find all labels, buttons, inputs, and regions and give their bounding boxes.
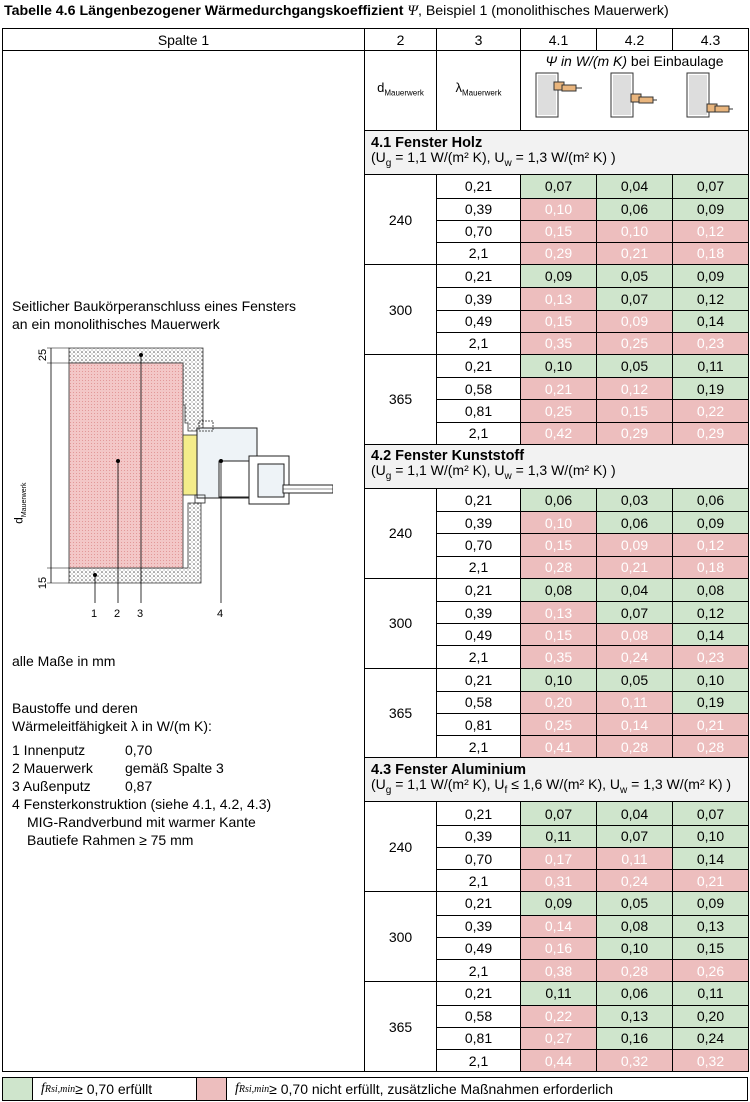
psi-value-cell: 0,38	[521, 960, 597, 982]
psi-value-cell: 0,24	[597, 646, 673, 668]
title-psi-symbol: Ψ	[407, 3, 418, 19]
lambda-cell: 0,39	[437, 602, 521, 624]
wall-thickness-cell: 240	[365, 175, 437, 265]
description-line-2: an ein monolithisches Mauerwerk	[12, 316, 220, 333]
lambda-cell: 0,39	[437, 512, 521, 534]
subheader-lambda	[437, 51, 521, 131]
psi-value-cell: 0,29	[521, 242, 597, 264]
psi-value-cell: 0,16	[597, 1027, 673, 1049]
psi-value-cell: 0,29	[673, 422, 749, 444]
psi-value-cell: 0,15	[521, 310, 597, 332]
psi-value-cell: 0,32	[597, 1050, 673, 1072]
psi-value-cell: 0,07	[597, 288, 673, 310]
psi-value-cell: 0,06	[597, 512, 673, 534]
lambda-cell: 0,21	[437, 488, 521, 511]
wall-thickness-cell: 365	[365, 982, 437, 1072]
psi-value-cell: 0,13	[521, 602, 597, 624]
psi-value-cell: 0,12	[673, 602, 749, 624]
mounting-position-icon-2	[609, 72, 659, 118]
psi-value-cell: 0,11	[597, 691, 673, 713]
psi-value-cell: 0,09	[521, 265, 597, 288]
psi-value-cell: 0,10	[597, 220, 673, 242]
psi-value-cell: 0,07	[521, 802, 597, 825]
psi-value-cell: 0,28	[673, 736, 749, 758]
legend-bad-swatch	[197, 1078, 227, 1100]
psi-value-cell: 0,03	[597, 488, 673, 511]
lambda-cell: 0,39	[437, 915, 521, 937]
marker-1: 1	[91, 608, 98, 621]
psi-value-cell: 0,14	[597, 714, 673, 736]
subheader-psi	[521, 51, 749, 131]
psi-value-cell: 0,19	[673, 378, 749, 400]
legend-bad-symbol-sub: Rsi,min	[238, 1083, 270, 1095]
lambda-cell: 2,1	[437, 646, 521, 668]
psi-value-cell: 0,20	[521, 691, 597, 713]
psi-value-cell: 0,10	[597, 937, 673, 959]
header-spalte-1: Spalte 1	[3, 29, 365, 51]
header-col-4-1: 4.1	[521, 29, 597, 51]
lambda-cell: 0,58	[437, 378, 521, 400]
material-3-value: 0,87	[125, 778, 153, 795]
subheader-d-sub: Mauerwerk	[384, 88, 424, 98]
psi-value-cell: 0,23	[673, 646, 749, 668]
wall-thickness-cell: 365	[365, 668, 437, 758]
psi-value-cell: 0,09	[673, 265, 749, 288]
psi-value-cell: 0,14	[673, 847, 749, 869]
section-header	[365, 444, 749, 488]
psi-value-cell: 0,09	[673, 512, 749, 534]
lambda-cell: 2,1	[437, 736, 521, 758]
description-line-1: Seitlicher Baukörperanschluss eines Fensters	[12, 298, 297, 315]
psi-value-cell: 0,10	[521, 668, 597, 691]
table-title	[4, 2, 669, 20]
subheader-psi-label: Ψ in W/(m K)	[545, 53, 628, 70]
lambda-cell: 0,21	[437, 892, 521, 915]
mounting-position-icon-1	[534, 72, 584, 118]
psi-value-cell: 0,11	[673, 982, 749, 1005]
legend-ok-symbol: f	[41, 1081, 45, 1096]
lambda-cell: 2,1	[437, 422, 521, 444]
materials-heading-1: Baustoffe und deren	[12, 700, 138, 717]
psi-value-cell: 0,11	[521, 825, 597, 847]
header-col-3: 3	[437, 29, 521, 51]
lambda-cell: 2,1	[437, 870, 521, 892]
psi-value-cell: 0,08	[597, 915, 673, 937]
psi-value-cell: 0,25	[521, 714, 597, 736]
lambda-cell: 0,70	[437, 220, 521, 242]
psi-value-cell: 0,41	[521, 736, 597, 758]
materials-heading-2: Wärmeleitfähigkeit λ in W/(m K):	[12, 718, 212, 735]
psi-value-cell: 0,18	[673, 556, 749, 578]
legend-ok-text	[33, 1078, 197, 1100]
psi-value-cell: 0,04	[597, 175, 673, 198]
lambda-cell: 0,70	[437, 534, 521, 556]
lambda-cell: 0,81	[437, 1027, 521, 1049]
psi-value-cell: 0,22	[521, 1005, 597, 1027]
psi-value-cell: 0,15	[521, 624, 597, 646]
detail-panel	[3, 51, 365, 1072]
psi-value-cell: 0,29	[597, 422, 673, 444]
marker-3: 3	[137, 608, 144, 621]
psi-value-cell: 0,28	[597, 960, 673, 982]
header-col-4-3: 4.3	[673, 29, 749, 51]
psi-value-cell: 0,11	[673, 354, 749, 377]
lambda-cell: 0,39	[437, 288, 521, 310]
psi-value-cell: 0,18	[673, 242, 749, 264]
psi-value-cell: 0,13	[521, 288, 597, 310]
lambda-cell: 0,70	[437, 847, 521, 869]
wall-thickness-cell: 365	[365, 354, 437, 444]
psi-value-cell: 0,19	[673, 691, 749, 713]
subheader-psi-rest: bei Einbaulage	[627, 53, 724, 70]
section-title: 4.1 Fenster Holz	[371, 134, 483, 151]
section-header	[365, 758, 749, 802]
psi-value-cell: 0,24	[673, 1027, 749, 1049]
psi-value-cell: 0,09	[597, 310, 673, 332]
section-note: ($U_g = 1,1$ W/(m² K), $U_w = 1,3$ W/(m² K) )	[371, 462, 616, 483]
material-2-name: 2 Mauerwerk	[12, 760, 93, 777]
subheader-lambda-main: λ	[455, 79, 462, 95]
subheader-d-main: d	[377, 79, 385, 95]
psi-value-cell: 0,07	[597, 602, 673, 624]
lambda-cell: 0,39	[437, 198, 521, 220]
psi-value-cell: 0,10	[673, 825, 749, 847]
lambda-cell: 2,1	[437, 332, 521, 354]
psi-value-cell: 0,06	[597, 982, 673, 1005]
psi-value-cell: 0,04	[597, 578, 673, 601]
wall-thickness-cell: 300	[365, 578, 437, 668]
psi-value-cell: 0,06	[521, 488, 597, 511]
psi-value-cell: 0,05	[597, 265, 673, 288]
psi-value-cell: 0,28	[597, 736, 673, 758]
dim-15-label: 15	[37, 577, 50, 590]
psi-value-cell: 0,05	[597, 668, 673, 691]
marker-2: 2	[114, 608, 121, 621]
section-title: 4.3 Fenster Aluminium	[371, 762, 526, 779]
legend-bad-label: ≥ 0,70 nicht erfüllt, zusätzliche Maßnahmen erforderlich	[269, 1081, 614, 1097]
wall-thickness-cell: 300	[365, 265, 437, 355]
subheader-lambda-sub: Mauerwerk	[461, 88, 502, 98]
psi-value-cell: 0,08	[673, 578, 749, 601]
psi-value-cell: 0,04	[597, 802, 673, 825]
material-1-name: 1 Innenputz	[12, 742, 86, 759]
legend-ok-symbol-sub: Rsi,min	[44, 1083, 76, 1095]
psi-value-cell: 0,13	[597, 1005, 673, 1027]
psi-value-cell: 0,17	[521, 847, 597, 869]
psi-value-cell: 0,13	[673, 915, 749, 937]
units-note: alle Maße in mm	[12, 653, 116, 670]
legend-ok-swatch	[3, 1078, 33, 1100]
lambda-cell: 2,1	[437, 556, 521, 578]
lambda-cell: 2,1	[437, 242, 521, 264]
psi-value-cell: 0,21	[673, 714, 749, 736]
header-col-2: 2	[365, 29, 437, 51]
marker-4: 4	[217, 608, 224, 621]
psi-value-cell: 0,21	[521, 378, 597, 400]
insulation-strip	[183, 435, 197, 495]
psi-value-cell: 0,15	[597, 400, 673, 422]
psi-value-cell: 0,24	[597, 870, 673, 892]
dim-d-sub: Mauerwerk	[20, 482, 28, 518]
wall-thickness-cell: 240	[365, 488, 437, 578]
dim-d-label	[11, 483, 31, 524]
lambda-cell: 0,21	[437, 265, 521, 288]
psi-value-cell: 0,15	[521, 534, 597, 556]
title-rest: , Beispiel 1 (monolithisches Mauerwerk)	[417, 3, 669, 19]
psi-value-cell: 0,06	[673, 488, 749, 511]
psi-value-cell: 0,11	[521, 982, 597, 1005]
psi-value-cell: 0,23	[673, 332, 749, 354]
lambda-cell: 0,21	[437, 668, 521, 691]
lambda-cell: 0,49	[437, 937, 521, 959]
construction-detail-drawing	[33, 343, 333, 623]
psi-value-cell: 0,05	[597, 354, 673, 377]
lambda-cell: 0,58	[437, 691, 521, 713]
psi-value-cell: 0,14	[521, 915, 597, 937]
psi-value-cell: 0,27	[521, 1027, 597, 1049]
lambda-cell: 0,21	[437, 578, 521, 601]
dim-d-main: d	[11, 517, 26, 525]
lambda-cell: 2,1	[437, 960, 521, 982]
psi-value-cell: 0,35	[521, 646, 597, 668]
psi-value-cell: 0,11	[597, 847, 673, 869]
psi-table	[2, 28, 749, 1072]
legend-bad-text	[227, 1078, 621, 1100]
lambda-cell: 0,58	[437, 1005, 521, 1027]
psi-value-cell: 0,14	[673, 310, 749, 332]
lambda-cell: 0,81	[437, 714, 521, 736]
legend-bad-symbol: f	[235, 1081, 239, 1096]
psi-value-cell: 0,44	[521, 1050, 597, 1072]
psi-value-cell: 0,08	[521, 578, 597, 601]
psi-value-cell: 0,07	[673, 802, 749, 825]
psi-value-cell: 0,42	[521, 422, 597, 444]
title-main: Tabelle 4.6 Längenbezogener Wärmedurchgangskoeffizient	[4, 3, 404, 19]
psi-value-cell: 0,09	[673, 892, 749, 915]
psi-value-cell: 0,12	[673, 534, 749, 556]
lambda-cell: 0,39	[437, 825, 521, 847]
psi-value-cell: 0,21	[597, 242, 673, 264]
material-3-name: 3 Außenputz	[12, 778, 91, 795]
psi-value-cell: 0,07	[597, 825, 673, 847]
psi-value-cell: 0,21	[673, 870, 749, 892]
psi-value-cell: 0,21	[597, 556, 673, 578]
psi-value-cell: 0,32	[673, 1050, 749, 1072]
lambda-cell: 0,21	[437, 354, 521, 377]
material-2-value: gemäß Spalte 3	[125, 760, 224, 777]
section-note: ($U_g = 1,1$ W/(m² K), $U_w = 1,3$ W/(m² K) )	[371, 148, 616, 169]
psi-value-cell: 0,12	[597, 378, 673, 400]
psi-value-cell: 0,07	[673, 175, 749, 198]
header-col-4-2: 4.2	[597, 29, 673, 51]
psi-value-cell: 0,26	[673, 960, 749, 982]
psi-value-cell: 0,12	[673, 288, 749, 310]
psi-value-cell: 0,10	[521, 354, 597, 377]
section-header	[365, 131, 749, 175]
psi-value-cell: 0,14	[673, 624, 749, 646]
window-line-1: 4 Fensterkonstruktion (siehe 4.1, 4.2, 4.3)	[12, 796, 272, 813]
psi-value-cell: 0,10	[521, 198, 597, 220]
material-1-value: 0,70	[125, 742, 153, 759]
masonry	[69, 363, 183, 568]
mounting-icons	[521, 72, 748, 118]
lambda-cell: 0,21	[437, 982, 521, 1005]
psi-value-cell: 0,25	[521, 400, 597, 422]
lambda-cell: 0,21	[437, 175, 521, 198]
lambda-cell: 2,1	[437, 1050, 521, 1072]
dim-25-label: 25	[37, 349, 50, 362]
psi-value-cell: 0,10	[673, 668, 749, 691]
psi-value-cell: 0,22	[673, 400, 749, 422]
wall-thickness-cell: 240	[365, 802, 437, 892]
psi-value-cell: 0,12	[673, 220, 749, 242]
psi-value-cell: 0,15	[521, 220, 597, 242]
psi-value-cell: 0,08	[597, 624, 673, 646]
psi-value-cell: 0,07	[521, 175, 597, 198]
psi-value-cell: 0,28	[521, 556, 597, 578]
mounting-position-icon-3	[685, 72, 735, 118]
lambda-cell: 0,81	[437, 400, 521, 422]
legend	[2, 1077, 748, 1101]
psi-value-cell: 0,35	[521, 332, 597, 354]
psi-value-cell: 0,09	[673, 198, 749, 220]
psi-value-cell: 0,16	[521, 937, 597, 959]
psi-value-cell: 0,09	[521, 892, 597, 915]
psi-value-cell: 0,25	[597, 332, 673, 354]
legend-ok-label: ≥ 0,70 erfüllt	[75, 1081, 153, 1097]
psi-value-cell: 0,05	[597, 892, 673, 915]
lambda-cell: 0,49	[437, 624, 521, 646]
lambda-cell: 0,49	[437, 310, 521, 332]
psi-value-cell: 0,09	[597, 534, 673, 556]
window-line-2: MIG-Randverbund mit warmer Kante	[27, 814, 256, 831]
psi-value-cell: 0,06	[597, 198, 673, 220]
subheader-d	[365, 51, 437, 131]
wall-thickness-cell: 300	[365, 892, 437, 982]
window-line-3: Bautiefe Rahmen ≥ 75 mm	[27, 832, 194, 849]
section-note: ($U_g = 1,1$ W/(m² K), $U_f \le 1,6$ W/(m² K), $U_w = 1,3$ W/(m² K) )	[371, 776, 732, 796]
psi-value-cell: 0,15	[673, 937, 749, 959]
psi-value-cell: 0,20	[673, 1005, 749, 1027]
psi-value-cell: 0,10	[521, 512, 597, 534]
psi-value-cell: 0,31	[521, 870, 597, 892]
lambda-cell: 0,21	[437, 802, 521, 825]
section-title: 4.2 Fenster Kunststoff	[371, 448, 525, 465]
